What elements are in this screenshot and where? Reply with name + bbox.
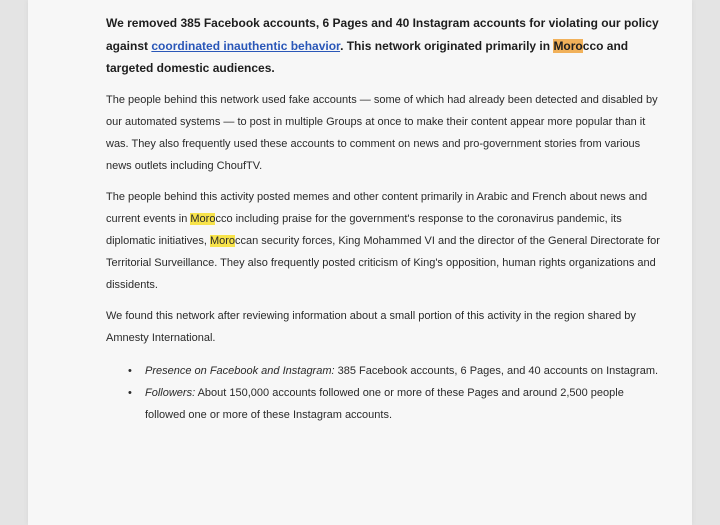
list-text: 385 Facebook accounts, 6 Pages, and 40 accounts on Instagram.	[334, 364, 659, 377]
paragraph-amnesty: We found this network after reviewing information about a small portion of this activity in the region shared by Amnesty International.	[106, 309, 636, 344]
lead-text-end: and targeted domestic audiences.	[106, 38, 629, 75]
lead-text-cco: cco	[582, 38, 604, 53]
stats-list	[106, 360, 666, 426]
list-item-followers	[128, 382, 666, 426]
highlight-moroccan: Moro	[209, 234, 235, 247]
p2-text-b: cco including praise for the government's response to the coronavirus pandemic, its diplomatic initiatives,	[106, 212, 622, 247]
lead-text-start: We removed 385 Facebook accounts, 6 Pages and 40 Instagram accounts for violating our policy against	[106, 16, 659, 53]
paragraph-fake-accounts: The people behind this network used fake accounts — some of which had already been detected and disabled by our automated systems — to post in multiple Groups at once to make their content appear more popular than it was. They also frequently used these accounts to comment on news and pro-government stories from various news outlets including ChoufTV.	[106, 93, 658, 172]
list-label: Followers:	[145, 386, 196, 399]
p2-text-a: The people behind this activity posted memes and other content primarily in Arabic and French about news and current events in	[106, 190, 648, 225]
document-page	[28, 0, 692, 525]
highlight-morocco: Moro	[553, 38, 583, 53]
list-label: Presence on Facebook and Instagram:	[145, 364, 335, 377]
bullet-icon: •	[128, 364, 132, 377]
highlight-morocco: Moro	[190, 212, 216, 225]
lead-text-middle: . This network originated primarily in	[340, 38, 554, 53]
paragraph-content-posted	[106, 186, 666, 296]
p2-text-c: ccan security forces, King Mohammed VI and the director of the General Directorate for Territorial Surveillance. They also frequently posted criticism of King's opposition, human rights organizations and dissidents.	[106, 234, 660, 291]
document-content	[106, 12, 666, 426]
cib-policy-link[interactable]: coordinated inauthentic behavior	[151, 38, 341, 53]
list-text: About 150,000 accounts followed one or more of these Pages and around 2,500 people followed one or more of these Instagram accounts.	[145, 386, 624, 421]
list-item-presence	[128, 360, 666, 382]
lead-paragraph	[106, 12, 666, 80]
bullet-icon: •	[128, 386, 132, 399]
